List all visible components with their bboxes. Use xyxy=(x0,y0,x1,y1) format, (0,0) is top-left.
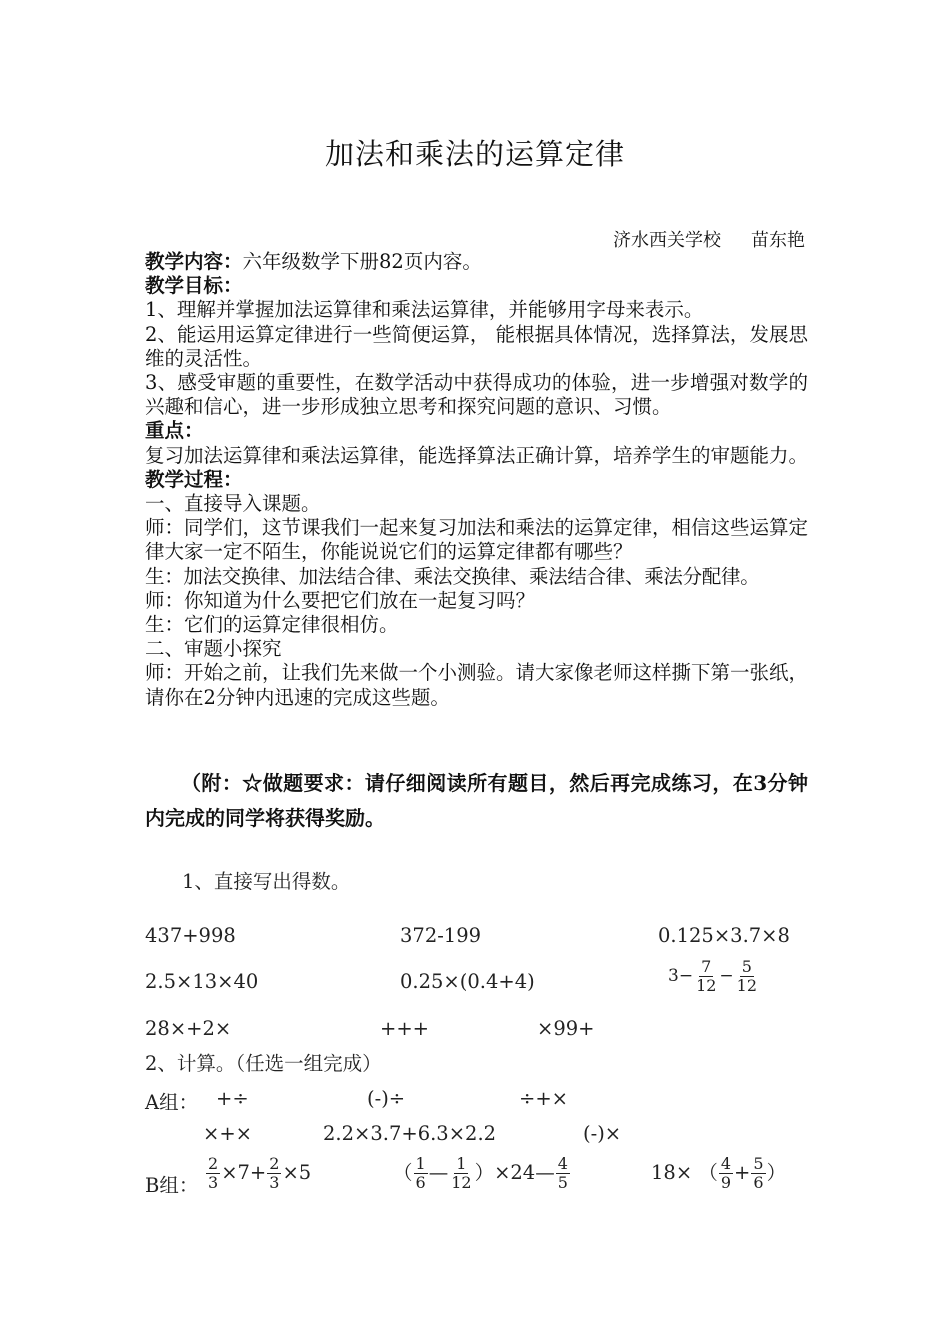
expr-text: ） xyxy=(766,1161,787,1184)
author-line xyxy=(613,226,805,252)
group-b-expression xyxy=(205,1155,311,1192)
operator: + xyxy=(734,1161,751,1184)
process-line: 一、直接导入课题。 xyxy=(145,492,321,516)
fraction xyxy=(556,1155,570,1192)
q1-item: 2.5×13×40 xyxy=(145,970,259,993)
lesson-body xyxy=(145,250,808,710)
group-a-item: (-)× xyxy=(583,1122,622,1145)
group-a-item: 2.2×3.7+6.3×2.2 xyxy=(323,1122,497,1145)
process-label: 教学过程： xyxy=(145,467,243,491)
process-line: 师：你知道为什么要把它们放在一起复习吗？ xyxy=(145,588,536,612)
q1-item: 437+998 xyxy=(145,924,236,947)
operator: − xyxy=(719,966,734,986)
numerator: 1 xyxy=(415,1154,426,1173)
group-a-item: +÷ xyxy=(216,1087,249,1110)
expr-text: ×7+ xyxy=(221,1161,267,1184)
numerator: 1 xyxy=(456,1154,467,1173)
page-title: 加法和乘法的运算定律 xyxy=(324,137,625,171)
numerator: 5 xyxy=(741,957,752,976)
goal-item: 3、感受审题的重要性，在数学活动中获得成功的体验，进一步增强对数学的兴趣和信心，进一步形成独立思考和探究问题的意识、习惯。 xyxy=(145,371,808,419)
expr-text: ×5 xyxy=(282,1161,312,1184)
process-line: 生：加法交换律、加法结合律、乘法交换律、乘法结合律、乘法分配律。 xyxy=(145,564,760,588)
author-school: 济水西关学校 xyxy=(613,230,721,251)
q1-fraction-expression xyxy=(668,958,760,995)
numerator: 4 xyxy=(557,1154,568,1173)
denominator: 9 xyxy=(720,1173,732,1192)
process-line: 生：它们的运算定律很相仿。 xyxy=(145,613,399,637)
content-label: 教学内容： xyxy=(145,250,243,273)
group-a-item: ÷+× xyxy=(519,1087,569,1110)
q2-heading: 2、计算。（任选一组完成） xyxy=(145,1052,382,1075)
key-points-label: 重点： xyxy=(145,419,204,443)
fraction xyxy=(267,1155,281,1192)
q1-item: 0.25×(0.4+4) xyxy=(400,970,535,993)
goals-label: 教学目标： xyxy=(145,274,243,298)
denominator: 3 xyxy=(208,1173,219,1192)
q1-item: 0.125×3.7×8 xyxy=(658,924,790,947)
task-requirement-note: （附：☆做题要求：请仔细阅读所有题目，然后再完成练习，在3分钟内完成的同学将获得奖励。 xyxy=(145,771,808,830)
fraction xyxy=(694,958,718,995)
expr-text: （ xyxy=(393,1161,413,1184)
group-a-label: A组： xyxy=(145,1091,199,1114)
group-b-expression xyxy=(651,1155,786,1192)
goal-item: 1、理解并掌握加法运算律和乘法运算律，并能够用字母来表示。 xyxy=(145,298,704,322)
fraction xyxy=(206,1155,220,1192)
numerator: 7 xyxy=(701,957,712,976)
denominator: 12 xyxy=(736,976,758,995)
denominator: 3 xyxy=(269,1173,280,1192)
content-line xyxy=(145,250,808,274)
q1-heading: 1、直接写出得数。 xyxy=(182,870,351,893)
content-text: 六年级数学下册82页内容。 xyxy=(242,250,482,273)
fraction xyxy=(449,1155,473,1192)
q1-item: ×99+ xyxy=(537,1017,595,1040)
process-line: 二、审题小探究 xyxy=(145,637,282,661)
denominator: 6 xyxy=(753,1173,764,1192)
q1-item: 28×+2× xyxy=(145,1017,232,1040)
group-b-expression xyxy=(393,1155,571,1192)
fraction xyxy=(719,1155,733,1192)
denominator: 5 xyxy=(557,1173,568,1192)
group-a-item: ×+× xyxy=(203,1122,253,1145)
numerator: 2 xyxy=(269,1154,280,1173)
denominator: 12 xyxy=(451,1173,472,1192)
expr-text: ）×24— xyxy=(474,1161,555,1184)
process-line: 师：同学们，这节课我们一起来复习加法和乘法的运算定律，相信这些运算定律大家一定不陌生，你能说说它们的运算定律都有哪些？ xyxy=(145,516,809,564)
q1-item: +++ xyxy=(380,1017,430,1040)
group-b-label: B组： xyxy=(145,1174,199,1197)
expr-text: 18× （ xyxy=(651,1161,718,1184)
process-line: 师：开始之前，让我们先来做一个小测验。请大家像老师这样撕下第一张纸，请你在2分钟内迅速的完成这些题。 xyxy=(145,661,809,709)
denominator: 6 xyxy=(415,1173,426,1192)
denominator: 12 xyxy=(696,976,717,995)
numerator: 4 xyxy=(720,1154,732,1173)
q1-item: 372-199 xyxy=(400,924,482,947)
operator: — xyxy=(428,1161,449,1184)
author-name: 苗东艳 xyxy=(751,230,805,251)
fraction xyxy=(735,958,759,995)
numerator: 5 xyxy=(753,1154,764,1173)
goal-item: 2、能运用运算定律进行一些简便运算， 能根据具体情况，选择算法，发展思维的灵活性。 xyxy=(145,322,808,370)
group-a-item: (-)÷ xyxy=(367,1087,406,1110)
fraction xyxy=(414,1155,428,1192)
key-points-text: 复习加法运算律和乘法运算律，能选择算法正确计算，培养学生的审题能力。 xyxy=(145,443,809,467)
numerator: 2 xyxy=(208,1154,219,1173)
expr-text: 3− xyxy=(668,966,694,986)
fraction xyxy=(751,1155,765,1192)
